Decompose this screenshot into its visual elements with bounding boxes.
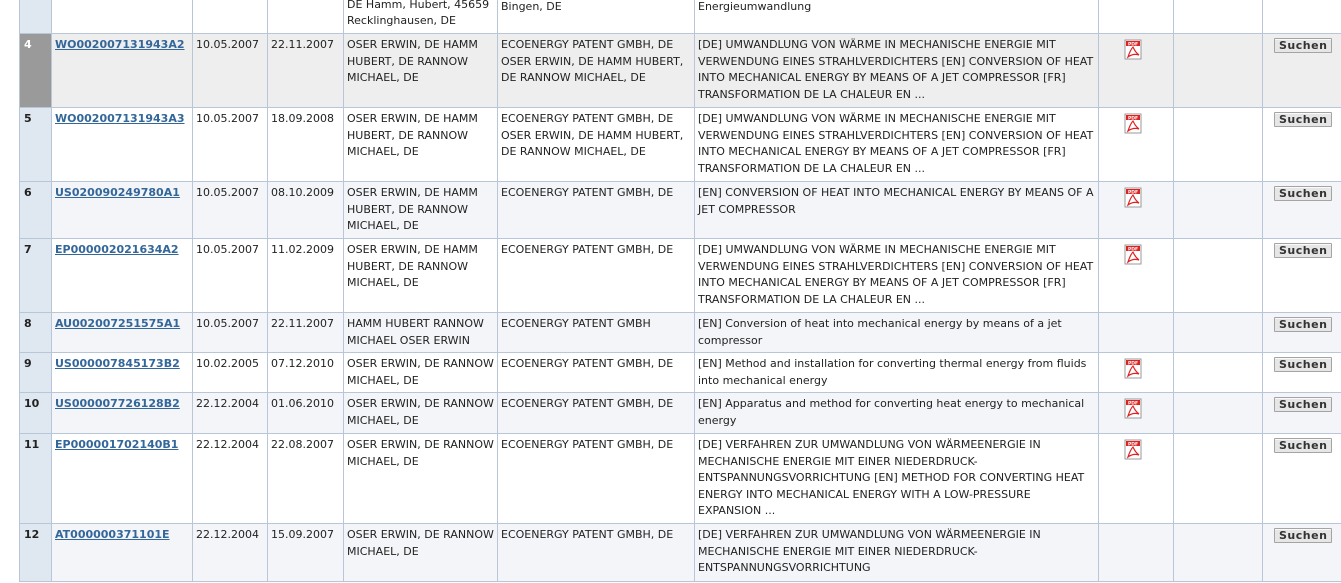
pdf-cell <box>1099 34 1174 108</box>
inventors-cell: DE Hamm, Hubert, 45659 Recklinghausen, DE <box>344 0 498 34</box>
action-cell <box>1263 239 1341 313</box>
row-number-cell: 6 <box>20 182 52 239</box>
table-row-partial <box>20 0 1341 34</box>
svg-text:PDF: PDF <box>1127 42 1139 48</box>
empty-cell <box>1174 434 1263 524</box>
action-cell <box>1263 313 1341 353</box>
publication-number-cell <box>52 108 193 182</box>
application-date-cell: 10.05.2007 <box>193 239 268 313</box>
title-cell: [DE] UMWANDLUNG VON WÄRME IN MECHANISCHE ENERGIE MIT VERWENDUNG EINES STRAHLVERDICHTERS [EN] CONVERSION OF HEAT INTO MECHANICAL ENERGY BY MEANS OF A JET COMPRESSOR [FR] TRANSFORMATION DE LA CHALEUR EN ... <box>695 108 1099 182</box>
svg-text:PDF: PDF <box>1127 361 1139 367</box>
inventors-cell: OSER ERWIN, DE RANNOW MICHAEL, DE <box>344 393 498 434</box>
empty-cell <box>1174 524 1263 582</box>
title-cell: Energieumwandlung <box>695 0 1099 34</box>
applicants-cell: ECOENERGY PATENT GMBH, DE <box>498 353 695 393</box>
title-cell: [DE] UMWANDLUNG VON WÄRME IN MECHANISCHE ENERGIE MIT VERWENDUNG EINES STRAHLVERDICHTERS [EN] CONVERSION OF HEAT INTO MECHANICAL ENERGY BY MEANS OF A JET COMPRESSOR [FR] TRANSFORMATION DE LA CHALEUR EN ... <box>695 34 1099 108</box>
publication-link[interactable]: US000007726128B2 <box>55 397 180 410</box>
inventors-cell: OSER ERWIN, DE HAMM HUBERT, DE RANNOW MICHAEL, DE <box>344 34 498 108</box>
application-date-cell: 10.05.2007 <box>193 182 268 239</box>
svg-text:PDF: PDF <box>1127 247 1139 253</box>
row-number-cell: 4 <box>20 34 52 108</box>
pdf-icon[interactable] <box>1124 398 1142 419</box>
title-cell: [EN] CONVERSION OF HEAT INTO MECHANICAL ENERGY BY MEANS OF A JET COMPRESSOR <box>695 182 1099 239</box>
suchen-button[interactable]: Suchen <box>1274 186 1332 201</box>
publication-date-cell: 01.06.2010 <box>268 393 344 434</box>
table-row[interactable] <box>20 34 1341 108</box>
publication-link[interactable]: EP000002021634A2 <box>55 243 179 256</box>
table-row[interactable] <box>20 108 1341 182</box>
suchen-button[interactable]: Suchen <box>1274 112 1332 127</box>
pdf-cell <box>1099 524 1174 582</box>
inventors-cell: OSER ERWIN, DE HAMM HUBERT, DE RANNOW MICHAEL, DE <box>344 239 498 313</box>
action-cell <box>1263 353 1341 393</box>
row-number-cell: 7 <box>20 239 52 313</box>
publication-link[interactable]: US020090249780A1 <box>55 186 180 199</box>
application-date-cell: 10.05.2007 <box>193 34 268 108</box>
publication-link[interactable]: AU002007251575A1 <box>55 317 181 330</box>
publication-date-cell: 07.12.2010 <box>268 353 344 393</box>
publication-date-cell: 22.08.2007 <box>268 434 344 524</box>
inventors-cell: OSER ERWIN, DE RANNOW MICHAEL, DE <box>344 353 498 393</box>
publication-link[interactable]: AT000000371101E <box>55 528 170 541</box>
table-row[interactable] <box>20 524 1341 582</box>
applicants-cell: Bingen, DE <box>498 0 695 34</box>
results-table <box>19 0 1341 582</box>
suchen-button[interactable]: Suchen <box>1274 397 1332 412</box>
left-margin <box>0 0 19 583</box>
publication-number-cell <box>52 393 193 434</box>
table-row[interactable] <box>20 434 1341 524</box>
inventors-cell: OSER ERWIN, DE RANNOW MICHAEL, DE <box>344 524 498 582</box>
inventors-cell: OSER ERWIN, DE RANNOW MICHAEL, DE <box>344 434 498 524</box>
publication-number-cell <box>52 434 193 524</box>
empty-cell <box>1174 393 1263 434</box>
row-number-cell: 5 <box>20 108 52 182</box>
applicants-cell: ECOENERGY PATENT GMBH, DE <box>498 434 695 524</box>
svg-text:PDF: PDF <box>1127 190 1139 196</box>
pdf-cell <box>1099 313 1174 353</box>
action-cell <box>1263 182 1341 239</box>
table-row[interactable] <box>20 182 1341 239</box>
applicants-cell: ECOENERGY PATENT GMBH, DE OSER ERWIN, DE HAMM HUBERT, DE RANNOW MICHAEL, DE <box>498 34 695 108</box>
row-number-cell <box>20 0 52 34</box>
applicants-cell: ECOENERGY PATENT GMBH, DE <box>498 239 695 313</box>
suchen-button[interactable]: Suchen <box>1274 528 1332 543</box>
application-date-cell: 10.05.2007 <box>193 108 268 182</box>
pdf-cell <box>1099 108 1174 182</box>
table-row[interactable] <box>20 239 1341 313</box>
applicants-cell: ECOENERGY PATENT GMBH, DE <box>498 182 695 239</box>
publication-number-cell <box>52 34 193 108</box>
row-number-cell: 8 <box>20 313 52 353</box>
application-date-cell: 22.12.2004 <box>193 393 268 434</box>
empty-cell <box>1174 182 1263 239</box>
suchen-button[interactable]: Suchen <box>1274 357 1332 372</box>
empty-cell <box>1174 108 1263 182</box>
title-cell: [EN] Apparatus and method for converting heat energy to mechanical energy <box>695 393 1099 434</box>
pdf-icon[interactable] <box>1124 39 1142 60</box>
table-row[interactable] <box>20 313 1341 353</box>
pdf-icon[interactable] <box>1124 187 1142 208</box>
publication-number-cell <box>52 313 193 353</box>
application-date-cell: 22.12.2004 <box>193 524 268 582</box>
publication-date-cell: 22.11.2007 <box>268 34 344 108</box>
publication-date-cell: 18.09.2008 <box>268 108 344 182</box>
applicants-cell: ECOENERGY PATENT GMBH, DE <box>498 524 695 582</box>
empty-cell <box>1174 353 1263 393</box>
pdf-cell <box>1099 434 1174 524</box>
applicants-cell: ECOENERGY PATENT GMBH, DE <box>498 393 695 434</box>
table-row[interactable] <box>20 353 1341 393</box>
empty-cell <box>1174 34 1263 108</box>
action-cell <box>1263 108 1341 182</box>
application-date-cell: 22.12.2004 <box>193 434 268 524</box>
pdf-icon[interactable] <box>1124 244 1142 265</box>
row-number-cell: 12 <box>20 524 52 582</box>
pdf-cell <box>1099 239 1174 313</box>
inventors-cell: OSER ERWIN, DE HAMM HUBERT, DE RANNOW MICHAEL, DE <box>344 108 498 182</box>
publication-number-cell <box>52 524 193 582</box>
svg-text:PDF: PDF <box>1127 116 1139 122</box>
action-cell <box>1263 524 1341 582</box>
publication-link[interactable]: WO002007131943A2 <box>55 38 185 51</box>
svg-text:PDF: PDF <box>1127 401 1139 407</box>
svg-text:PDF: PDF <box>1127 442 1139 448</box>
inventors-cell: HAMM HUBERT RANNOW MICHAEL OSER ERWIN <box>344 313 498 353</box>
pdf-icon[interactable] <box>1124 358 1142 379</box>
publication-date-cell: 15.09.2007 <box>268 524 344 582</box>
suchen-button[interactable]: Suchen <box>1274 438 1332 453</box>
publication-link[interactable]: US000007845173B2 <box>55 357 180 370</box>
suchen-button[interactable]: Suchen <box>1274 243 1332 258</box>
publication-number-cell <box>52 353 193 393</box>
application-date-cell: 10.02.2005 <box>193 353 268 393</box>
empty-cell <box>1174 239 1263 313</box>
title-cell: [DE] UMWANDLUNG VON WÄRME IN MECHANISCHE ENERGIE MIT VERWENDUNG EINES STRAHLVERDICHTERS [EN] CONVERSION OF HEAT INTO MECHANICAL ENERGY BY MEANS OF A JET COMPRESSOR [FR] TRANSFORMATION DE LA CHALEUR EN ... <box>695 239 1099 313</box>
title-cell: [EN] Conversion of heat into mechanical energy by means of a jet compressor <box>695 313 1099 353</box>
action-cell <box>1263 434 1341 524</box>
inventors-cell: OSER ERWIN, DE HAMM HUBERT, DE RANNOW MICHAEL, DE <box>344 182 498 239</box>
row-number-cell: 9 <box>20 353 52 393</box>
title-cell: [DE] VERFAHREN ZUR UMWANDLUNG VON WÄRMEENERGIE IN MECHANISCHE ENERGIE MIT EINER NIEDERDRUCK-ENTSPANNUNGSVORRICHTUNG <box>695 524 1099 582</box>
pdf-cell <box>1099 182 1174 239</box>
publication-number-cell <box>52 182 193 239</box>
table-row[interactable] <box>20 393 1341 434</box>
publication-link[interactable]: EP000001702140B1 <box>55 438 179 451</box>
publication-date-cell: 11.02.2009 <box>268 239 344 313</box>
publication-date-cell: 22.11.2007 <box>268 313 344 353</box>
pdf-icon[interactable] <box>1124 439 1142 460</box>
title-cell: [EN] Method and installation for converting thermal energy from fluids into mechanical energy <box>695 353 1099 393</box>
pdf-icon[interactable] <box>1124 113 1142 134</box>
publication-date-cell: 08.10.2009 <box>268 182 344 239</box>
action-cell <box>1263 34 1341 108</box>
publication-link[interactable]: WO002007131943A3 <box>55 112 185 125</box>
title-cell: [DE] VERFAHREN ZUR UMWANDLUNG VON WÄRMEENERGIE IN MECHANISCHE ENERGIE MIT EINER NIEDERDRUCK-ENTSPANNUNGSVORRICHTUNG [EN] METHOD FOR CONVERTING HEAT ENERGY INTO MECHANICAL ENERGY WITH A LOW-PRESSURE EXPANSION ... <box>695 434 1099 524</box>
pdf-cell <box>1099 393 1174 434</box>
empty-cell <box>1174 313 1263 353</box>
application-date-cell: 10.05.2007 <box>193 313 268 353</box>
row-number-cell: 11 <box>20 434 52 524</box>
applicants-cell: ECOENERGY PATENT GMBH, DE OSER ERWIN, DE HAMM HUBERT, DE RANNOW MICHAEL, DE <box>498 108 695 182</box>
row-number-cell: 10 <box>20 393 52 434</box>
action-cell <box>1263 393 1341 434</box>
publication-number-cell <box>52 239 193 313</box>
pdf-cell <box>1099 353 1174 393</box>
applicants-cell: ECOENERGY PATENT GMBH <box>498 313 695 353</box>
suchen-button[interactable]: Suchen <box>1274 38 1332 53</box>
suchen-button[interactable]: Suchen <box>1274 317 1332 332</box>
